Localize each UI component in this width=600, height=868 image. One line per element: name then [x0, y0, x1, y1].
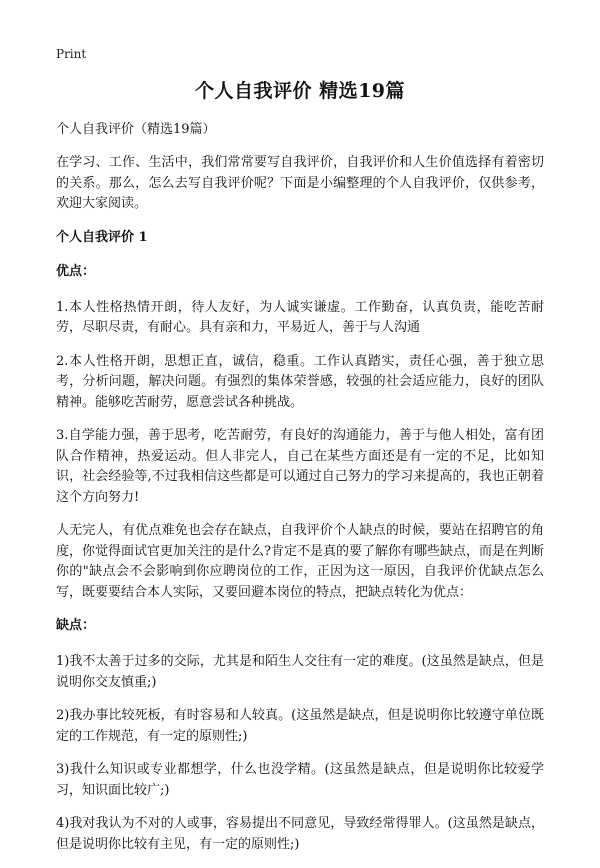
transition-paragraph: 人无完人，有优点难免也会存在缺点，自我评价个人缺点的时候，要站在招聘官的角度，你觉得面试官更加关注的是什么?肯定不是真的要了解你有哪些缺点，而是在判断你的"缺点会不会影响到你应聘岗位的工作，正因为这一原因，自我评价优缺点怎么写，既要要结合本人实际，又要回避本岗位的特点，把缺点转化为优点：	[56, 523, 544, 600]
page-title: 个人自我评价 精选19篇	[194, 80, 406, 102]
weaknesses-heading: 缺点：	[56, 618, 96, 633]
document-body	[56, 121, 544, 868]
weakness-item: 1)我不太善于过多的交际，尤其是和陌生人交往有一定的难度。(这虽然是缺点，但是说明你交友慎重;)	[56, 654, 544, 690]
weakness-item: 4)我对我认为不对的人或事，容易提出不同意见，导致经常得罪人。(这虽然是缺点，但是说明你比较有主见，有一定的原则性;)	[56, 816, 544, 852]
strengths-heading: 优点：	[56, 263, 96, 279]
print-link[interactable]: Print	[56, 47, 87, 61]
strength-item: 2.本人性格开朗，思想正直，诚信，稳重。工作认真踏实，责任心强，善于独立思考，分析问题，解决问题。有强烈的集体荣誉感，较强的社会适应能力，良好的团队精神。能够吃苦耐劳，愿意尝试各种挑战。	[56, 353, 544, 410]
weakness-item: 3)我什么知识或专业都想学，什么也没学精。(这虽然是缺点，但是说明你比较爱学习，知识面比较广;)	[56, 762, 544, 798]
section-heading: 个人自我评价 1	[56, 229, 148, 245]
strength-item: 1.本人性格热情开朗，待人友好，为人诚实谦虚。工作勤奋，认真负责，能吃苦耐劳，尽职尽责，有耐心。具有亲和力，平易近人，善于与人沟通	[56, 299, 544, 335]
strength-item: 3.自学能力强，善于思考，吃苦耐劳，有良好的沟通能力，善于与他人相处，富有团队合作精神，热爱运动。但人非完人，自己在某些方面还是有一定的不足，比如知识，社会经验等,不过我相信这些都是可以通过自己努力的学习来提高的，我也正朝着这个方向努力!	[56, 428, 544, 505]
weakness-item: 2)我办事比较死板，有时容易和人较真。(这虽然是缺点，但是说明你比较遵守单位既定的工作规范，有一定的原则性;)	[56, 708, 544, 744]
document-subtitle: 个人自我评价（精选19篇）	[56, 122, 216, 137]
intro-paragraph: 在学习、工作、生活中，我们常常要写自我评价，自我评价和人生价值选择有着密切的关系。那么，怎么去写自我评价呢？下面是小编整理的个人自我评价，仅供参考，欢迎大家阅读。	[56, 155, 544, 211]
